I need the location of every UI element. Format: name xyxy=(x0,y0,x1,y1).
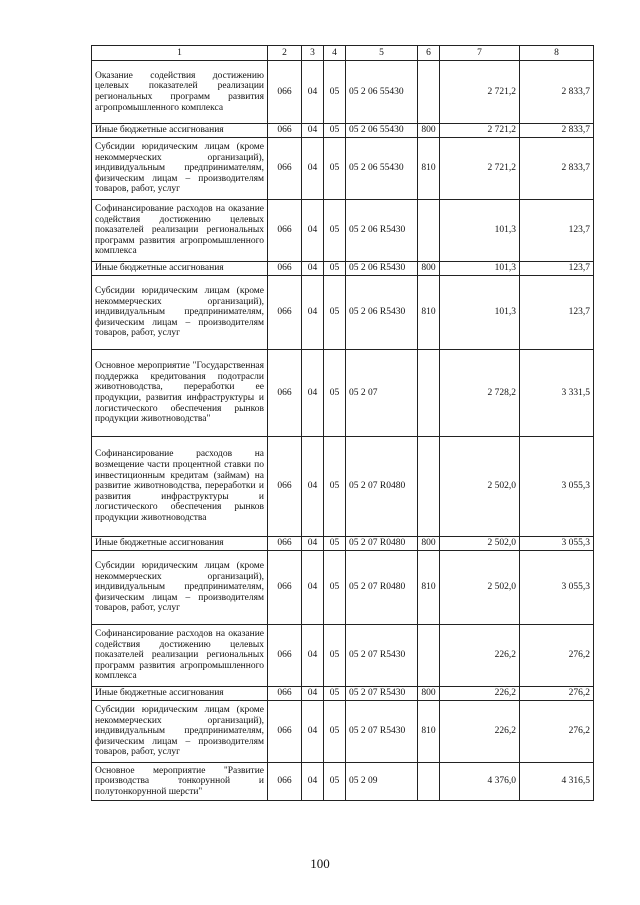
subsection-code-cell: 05 xyxy=(324,701,346,763)
expense-type-cell xyxy=(418,437,440,537)
ministry-code-cell: 066 xyxy=(268,138,302,200)
expense-type-cell: 810 xyxy=(418,276,440,350)
table-row xyxy=(92,276,594,350)
ministry-code-cell: 066 xyxy=(268,124,302,138)
amount-year1-cell: 101,3 xyxy=(440,276,520,350)
ministry-code-cell: 066 xyxy=(268,551,302,625)
target-article-cell: 05 2 06 R5430 xyxy=(346,262,418,276)
amount-year2-cell: 2 833,7 xyxy=(520,61,594,124)
amount-year2-cell: 123,7 xyxy=(520,200,594,262)
table-row xyxy=(92,437,594,537)
section-code-cell: 04 xyxy=(302,763,324,801)
target-article-cell: 05 2 07 R5430 xyxy=(346,625,418,687)
subsection-code-cell: 05 xyxy=(324,537,346,551)
col-header: 1 xyxy=(92,46,268,61)
expense-type-cell: 800 xyxy=(418,687,440,701)
ministry-code-cell: 066 xyxy=(268,200,302,262)
ministry-code-cell: 066 xyxy=(268,701,302,763)
ministry-code-cell: 066 xyxy=(268,262,302,276)
amount-year2-cell: 123,7 xyxy=(520,262,594,276)
amount-year2-cell: 123,7 xyxy=(520,276,594,350)
amount-year1-cell: 226,2 xyxy=(440,687,520,701)
section-code-cell: 04 xyxy=(302,350,324,437)
table-row xyxy=(92,537,594,551)
col-header: 6 xyxy=(418,46,440,61)
amount-year1-cell: 101,3 xyxy=(440,262,520,276)
table-row xyxy=(92,763,594,801)
section-code-cell: 04 xyxy=(302,537,324,551)
amount-year2-cell: 4 316,5 xyxy=(520,763,594,801)
amount-year1-cell: 101,3 xyxy=(440,200,520,262)
amount-year1-cell: 2 721,2 xyxy=(440,61,520,124)
table-row xyxy=(92,687,594,701)
expense-type-cell xyxy=(418,625,440,687)
amount-year2-cell: 3 055,3 xyxy=(520,537,594,551)
row-name-cell: Основное мероприятие "Государственная поддержка кредитования подотрасли животноводства, переработки ее продукции, развития инфраструктуры и логистического обеспечения рынков продукции животноводства" xyxy=(92,350,268,437)
amount-year1-cell: 2 502,0 xyxy=(440,551,520,625)
target-article-cell: 05 2 07 R5430 xyxy=(346,701,418,763)
target-article-cell: 05 2 07 R0480 xyxy=(346,437,418,537)
subsection-code-cell: 05 xyxy=(324,437,346,537)
amount-year1-cell: 226,2 xyxy=(440,625,520,687)
expense-type-cell: 810 xyxy=(418,551,440,625)
section-code-cell: 04 xyxy=(302,262,324,276)
row-name-cell: Иные бюджетные ассигнования xyxy=(92,262,268,276)
expense-type-cell: 800 xyxy=(418,124,440,138)
ministry-code-cell: 066 xyxy=(268,61,302,124)
expense-type-cell xyxy=(418,763,440,801)
subsection-code-cell: 05 xyxy=(324,687,346,701)
amount-year2-cell: 276,2 xyxy=(520,625,594,687)
ministry-code-cell: 066 xyxy=(268,537,302,551)
amount-year1-cell: 2 721,2 xyxy=(440,138,520,200)
amount-year2-cell: 3 331,5 xyxy=(520,350,594,437)
row-name-cell: Основное мероприятие "Развитие производства тонкорунной и полутонкорунной шерсти" xyxy=(92,763,268,801)
subsection-code-cell: 05 xyxy=(324,551,346,625)
section-code-cell: 04 xyxy=(302,200,324,262)
expense-type-cell: 810 xyxy=(418,138,440,200)
amount-year2-cell: 2 833,7 xyxy=(520,138,594,200)
subsection-code-cell: 05 xyxy=(324,124,346,138)
subsection-code-cell: 05 xyxy=(324,138,346,200)
header-row xyxy=(92,46,594,61)
row-name-cell: Иные бюджетные ассигнования xyxy=(92,687,268,701)
ministry-code-cell: 066 xyxy=(268,625,302,687)
subsection-code-cell: 05 xyxy=(324,200,346,262)
amount-year2-cell: 3 055,3 xyxy=(520,437,594,537)
amount-year1-cell: 4 376,0 xyxy=(440,763,520,801)
ministry-code-cell: 066 xyxy=(268,276,302,350)
target-article-cell: 05 2 07 xyxy=(346,350,418,437)
table-row xyxy=(92,124,594,138)
section-code-cell: 04 xyxy=(302,625,324,687)
row-name-cell: Иные бюджетные ассигнования xyxy=(92,124,268,138)
row-name-cell: Иные бюджетные ассигнования xyxy=(92,537,268,551)
target-article-cell: 05 2 07 R0480 xyxy=(346,537,418,551)
section-code-cell: 04 xyxy=(302,437,324,537)
col-header: 8 xyxy=(520,46,594,61)
target-article-cell: 05 2 09 xyxy=(346,763,418,801)
amount-year1-cell: 226,2 xyxy=(440,701,520,763)
col-header: 5 xyxy=(346,46,418,61)
row-name-cell: Субсидии юридическим лицам (кроме некоммерческих организаций), индивидуальным предпринимателям, физическим лицам – производителям товаров, работ, услуг xyxy=(92,276,268,350)
row-name-cell: Софинансирование расходов на оказание содействия достижению целевых показателей реализации региональных программ развития агропромышленного комплекса xyxy=(92,625,268,687)
amount-year2-cell: 276,2 xyxy=(520,701,594,763)
target-article-cell: 05 2 06 R5430 xyxy=(346,200,418,262)
subsection-code-cell: 05 xyxy=(324,61,346,124)
section-code-cell: 04 xyxy=(302,701,324,763)
subsection-code-cell: 05 xyxy=(324,276,346,350)
row-name-cell: Оказание содействия достижению целевых показателей реализации региональных программ развития агропромышленного комплекса xyxy=(92,61,268,124)
amount-year2-cell: 3 055,3 xyxy=(520,551,594,625)
amount-year1-cell: 2 721,2 xyxy=(440,124,520,138)
row-name-cell: Софинансирование расходов на возмещение части процентной ставки по инвестиционным кредитам (займам) на развитие животноводства, переработки и развития инфраструктуры и логистического обеспечения рынков продукции животноводства xyxy=(92,437,268,537)
ministry-code-cell: 066 xyxy=(268,687,302,701)
amount-year2-cell: 2 833,7 xyxy=(520,124,594,138)
amount-year1-cell: 2 502,0 xyxy=(440,537,520,551)
target-article-cell: 05 2 07 R0480 xyxy=(346,551,418,625)
table-row xyxy=(92,200,594,262)
table-row xyxy=(92,262,594,276)
expense-type-cell: 810 xyxy=(418,701,440,763)
col-header: 2 xyxy=(268,46,302,61)
expense-type-cell: 800 xyxy=(418,262,440,276)
target-article-cell: 05 2 06 R5430 xyxy=(346,276,418,350)
ministry-code-cell: 066 xyxy=(268,350,302,437)
expense-type-cell xyxy=(418,200,440,262)
section-code-cell: 04 xyxy=(302,687,324,701)
row-name-cell: Субсидии юридическим лицам (кроме некоммерческих организаций), индивидуальным предпринимателям, физическим лицам – производителям товаров, работ, услуг xyxy=(92,551,268,625)
table-row xyxy=(92,350,594,437)
section-code-cell: 04 xyxy=(302,551,324,625)
ministry-code-cell: 066 xyxy=(268,763,302,801)
row-name-cell: Субсидии юридическим лицам (кроме некоммерческих организаций), индивидуальным предпринимателям, физическим лицам – производителям товаров, работ, услуг xyxy=(92,701,268,763)
budget-table xyxy=(91,45,594,801)
row-name-cell: Субсидии юридическим лицам (кроме некоммерческих организаций), индивидуальным предпринимателям, физическим лицам – производителям товаров, работ, услуг xyxy=(92,138,268,200)
table-row xyxy=(92,551,594,625)
section-code-cell: 04 xyxy=(302,138,324,200)
table-body xyxy=(92,61,594,801)
section-code-cell: 04 xyxy=(302,124,324,138)
target-article-cell: 05 2 06 55430 xyxy=(346,138,418,200)
subsection-code-cell: 05 xyxy=(324,350,346,437)
table-row xyxy=(92,625,594,687)
target-article-cell: 05 2 06 55430 xyxy=(346,61,418,124)
amount-year2-cell: 276,2 xyxy=(520,687,594,701)
table-row xyxy=(92,138,594,200)
amount-year1-cell: 2 502,0 xyxy=(440,437,520,537)
col-header: 4 xyxy=(324,46,346,61)
subsection-code-cell: 05 xyxy=(324,262,346,276)
table-row xyxy=(92,61,594,124)
row-name-cell: Софинансирование расходов на оказание содействия достижению целевых показателей реализации региональных программ развития агропромышленного комплекса xyxy=(92,200,268,262)
subsection-code-cell: 05 xyxy=(324,625,346,687)
section-code-cell: 04 xyxy=(302,276,324,350)
expense-type-cell: 800 xyxy=(418,537,440,551)
col-header: 3 xyxy=(302,46,324,61)
target-article-cell: 05 2 07 R5430 xyxy=(346,687,418,701)
section-code-cell: 04 xyxy=(302,61,324,124)
expense-type-cell xyxy=(418,350,440,437)
ministry-code-cell: 066 xyxy=(268,437,302,537)
page-number: 100 xyxy=(310,856,330,871)
col-header: 7 xyxy=(440,46,520,61)
table-row xyxy=(92,701,594,763)
subsection-code-cell: 05 xyxy=(324,763,346,801)
target-article-cell: 05 2 06 55430 xyxy=(346,124,418,138)
expense-type-cell xyxy=(418,61,440,124)
amount-year1-cell: 2 728,2 xyxy=(440,350,520,437)
